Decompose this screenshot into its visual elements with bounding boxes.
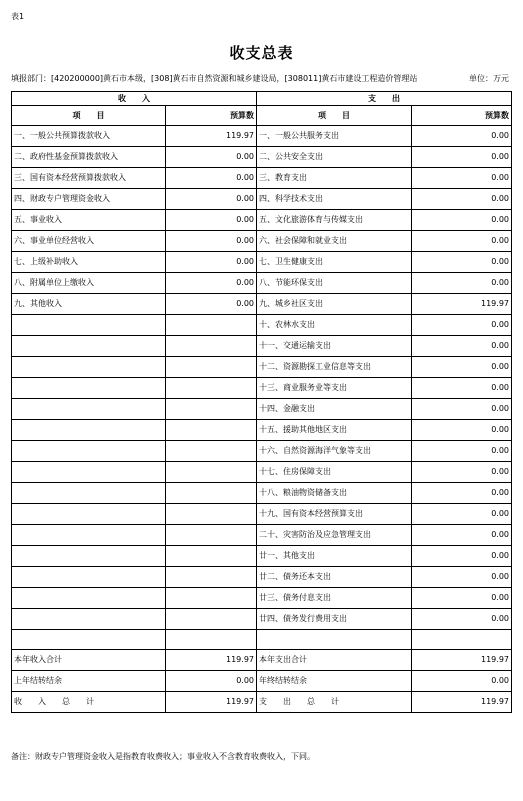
expense-item-cell: 七、卫生健康支出 <box>257 252 412 273</box>
income-value-cell: 0.00 <box>166 252 257 273</box>
income-value-cell <box>166 546 257 567</box>
footnote: 备注：财政专户管理资金收入是指教育收费收入；事业收入不含教育收费收入，下同。 <box>11 752 315 761</box>
income-item-cell <box>12 462 166 483</box>
expense-value-cell: 0.00 <box>412 252 512 273</box>
income-item-cell: 三、国有资本经营预算拨款收入 <box>12 168 166 189</box>
income-item-cell: 五、事业收入 <box>12 210 166 231</box>
income-item-cell: 四、财政专户管理资金收入 <box>12 189 166 210</box>
table-number-label: 表1 <box>11 12 25 21</box>
expense-item-cell: 年终结转结余 <box>257 671 412 692</box>
expense-item-cell: 十七、住房保障支出 <box>257 462 412 483</box>
income-item-cell: 二、政府性基金预算拨款收入 <box>12 147 166 168</box>
expense-value-cell: 119.97 <box>412 294 512 315</box>
income-value-cell <box>166 567 257 588</box>
income-value-cell: 0.00 <box>166 168 257 189</box>
expense-item-cell: 十二、资源勘探工业信息等支出 <box>257 357 412 378</box>
expense-item-cell: 二、公共安全支出 <box>257 147 412 168</box>
income-value-cell: 119.97 <box>166 126 257 147</box>
income-item-cell <box>12 315 166 336</box>
income-value-cell <box>166 483 257 504</box>
income-item-cell: 收 入 总 计 <box>12 692 166 713</box>
table-row <box>12 650 512 671</box>
income-expense-table <box>11 91 512 713</box>
expense-value-cell: 0.00 <box>412 378 512 399</box>
expense-item-header: 项 目 <box>257 106 412 126</box>
income-item-cell <box>12 525 166 546</box>
income-value-cell <box>166 315 257 336</box>
income-value-cell <box>166 399 257 420</box>
table-row <box>12 147 512 168</box>
income-item-cell <box>12 399 166 420</box>
income-item-cell: 六、事业单位经营收入 <box>12 231 166 252</box>
expense-value-cell: 119.97 <box>412 692 512 713</box>
income-value-cell <box>166 588 257 609</box>
table-row <box>12 525 512 546</box>
expense-item-cell: 一、一般公共服务支出 <box>257 126 412 147</box>
income-value-cell <box>166 462 257 483</box>
expense-item-cell: 四、科学技术支出 <box>257 189 412 210</box>
expense-value-cell: 0.00 <box>412 441 512 462</box>
income-item-cell <box>12 567 166 588</box>
table-row <box>12 588 512 609</box>
table-row <box>12 546 512 567</box>
table-row-blank <box>12 630 512 650</box>
table-row <box>12 483 512 504</box>
expense-value-cell: 0.00 <box>412 315 512 336</box>
table-row <box>12 462 512 483</box>
expense-item-cell: 十三、商业服务业等支出 <box>257 378 412 399</box>
reporting-department: 填报部门：[420200000]黄石市本级，[308]黄石市自然资源和城乡建设局，[308011]黄石市建设工程造价管理站 <box>11 74 418 83</box>
table-row <box>12 441 512 462</box>
income-item-cell <box>12 441 166 462</box>
income-value-cell: 0.00 <box>166 147 257 168</box>
expense-item-cell: 十八、粮油物资储备支出 <box>257 483 412 504</box>
expense-value-cell: 0.00 <box>412 609 512 630</box>
table-row <box>12 671 512 692</box>
table-row <box>12 189 512 210</box>
page-title: 收支总表 <box>229 44 294 62</box>
expense-item-cell: 廿三、债务付息支出 <box>257 588 412 609</box>
expense-value-cell: 0.00 <box>412 567 512 588</box>
table-row <box>12 315 512 336</box>
income-header: 收 入 <box>12 92 257 106</box>
income-item-cell <box>12 378 166 399</box>
table-column-header <box>12 106 512 126</box>
income-value-cell: 0.00 <box>166 231 257 252</box>
table-row <box>12 378 512 399</box>
table-row <box>12 357 512 378</box>
expense-value-cell: 0.00 <box>412 126 512 147</box>
expense-item-cell: 五、文化旅游体育与传媒支出 <box>257 210 412 231</box>
income-value-cell <box>166 378 257 399</box>
income-item-cell <box>12 483 166 504</box>
expense-value-cell: 0.00 <box>412 671 512 692</box>
expense-value-cell: 0.00 <box>412 189 512 210</box>
income-item-cell <box>12 588 166 609</box>
table-row <box>12 273 512 294</box>
expense-value-cell: 119.97 <box>412 650 512 671</box>
income-value-cell <box>166 609 257 630</box>
income-value-cell: 119.97 <box>166 650 257 671</box>
expense-budget-header: 预算数 <box>412 106 512 126</box>
income-value-cell <box>166 504 257 525</box>
expense-value-cell: 0.00 <box>412 504 512 525</box>
expense-value-cell: 0.00 <box>412 273 512 294</box>
table-row <box>12 126 512 147</box>
income-item-cell: 九、其他收入 <box>12 294 166 315</box>
expense-item-cell: 十九、国有资本经营预算支出 <box>257 504 412 525</box>
table-row <box>12 420 512 441</box>
income-value-cell: 119.97 <box>166 692 257 713</box>
income-item-cell <box>12 420 166 441</box>
income-value-cell <box>166 525 257 546</box>
income-item-cell <box>12 609 166 630</box>
expense-item-cell: 廿二、债务还本支出 <box>257 567 412 588</box>
expense-value-cell: 0.00 <box>412 168 512 189</box>
expense-item-cell: 二十、灾害防治及应急管理支出 <box>257 525 412 546</box>
expense-value-cell: 0.00 <box>412 420 512 441</box>
income-value-cell: 0.00 <box>166 189 257 210</box>
expense-item-cell: 廿四、债务发行费用支出 <box>257 609 412 630</box>
income-item-cell <box>12 546 166 567</box>
expense-value-cell: 0.00 <box>412 357 512 378</box>
expense-item-cell: 十一、交通运输支出 <box>257 336 412 357</box>
income-item-cell: 上年结转结余 <box>12 671 166 692</box>
expense-item-cell: 六、社会保障和就业支出 <box>257 231 412 252</box>
income-item-header: 项 目 <box>12 106 166 126</box>
expense-item-cell: 十六、自然资源海洋气象等支出 <box>257 441 412 462</box>
expense-item-cell: 本年支出合计 <box>257 650 412 671</box>
expense-value-cell: 0.00 <box>412 546 512 567</box>
expense-header: 支 出 <box>257 92 512 106</box>
income-value-cell: 0.00 <box>166 273 257 294</box>
income-item-cell <box>12 336 166 357</box>
table-row <box>12 210 512 231</box>
table-row <box>12 168 512 189</box>
table-row <box>12 504 512 525</box>
table-group-header <box>12 92 512 106</box>
table-row <box>12 294 512 315</box>
income-item-cell: 一、一般公共预算拨款收入 <box>12 126 166 147</box>
expense-item-cell: 十五、援助其他地区支出 <box>257 420 412 441</box>
income-item-cell <box>12 504 166 525</box>
income-item-cell <box>12 357 166 378</box>
table-row <box>12 609 512 630</box>
expense-item-cell: 九、城乡社区支出 <box>257 294 412 315</box>
expense-item-cell: 十四、金融支出 <box>257 399 412 420</box>
income-value-cell: 0.00 <box>166 294 257 315</box>
expense-value-cell: 0.00 <box>412 399 512 420</box>
income-item-cell: 七、上级补助收入 <box>12 252 166 273</box>
table-row <box>12 567 512 588</box>
income-value-cell <box>166 420 257 441</box>
expense-value-cell: 0.00 <box>412 525 512 546</box>
expense-item-cell: 廿一、其他支出 <box>257 546 412 567</box>
expense-value-cell: 0.00 <box>412 147 512 168</box>
income-value-cell <box>166 441 257 462</box>
income-item-cell: 本年收入合计 <box>12 650 166 671</box>
income-budget-header: 预算数 <box>166 106 257 126</box>
income-value-cell <box>166 357 257 378</box>
income-value-cell <box>166 336 257 357</box>
table-row <box>12 399 512 420</box>
expense-value-cell: 0.00 <box>412 588 512 609</box>
expense-value-cell: 0.00 <box>412 336 512 357</box>
expense-value-cell: 0.00 <box>412 462 512 483</box>
income-value-cell: 0.00 <box>166 210 257 231</box>
table-row <box>12 336 512 357</box>
table-row <box>12 252 512 273</box>
table-row <box>12 692 512 713</box>
expense-value-cell: 0.00 <box>412 210 512 231</box>
expense-item-cell: 三、教育支出 <box>257 168 412 189</box>
income-value-cell: 0.00 <box>166 671 257 692</box>
expense-item-cell: 十、农林水支出 <box>257 315 412 336</box>
expense-value-cell: 0.00 <box>412 483 512 504</box>
expense-item-cell: 八、节能环保支出 <box>257 273 412 294</box>
unit-label: 单位：万元 <box>469 74 509 83</box>
table-row <box>12 231 512 252</box>
income-item-cell: 八、附属单位上缴收入 <box>12 273 166 294</box>
expense-item-cell: 支 出 总 计 <box>257 692 412 713</box>
expense-value-cell: 0.00 <box>412 231 512 252</box>
